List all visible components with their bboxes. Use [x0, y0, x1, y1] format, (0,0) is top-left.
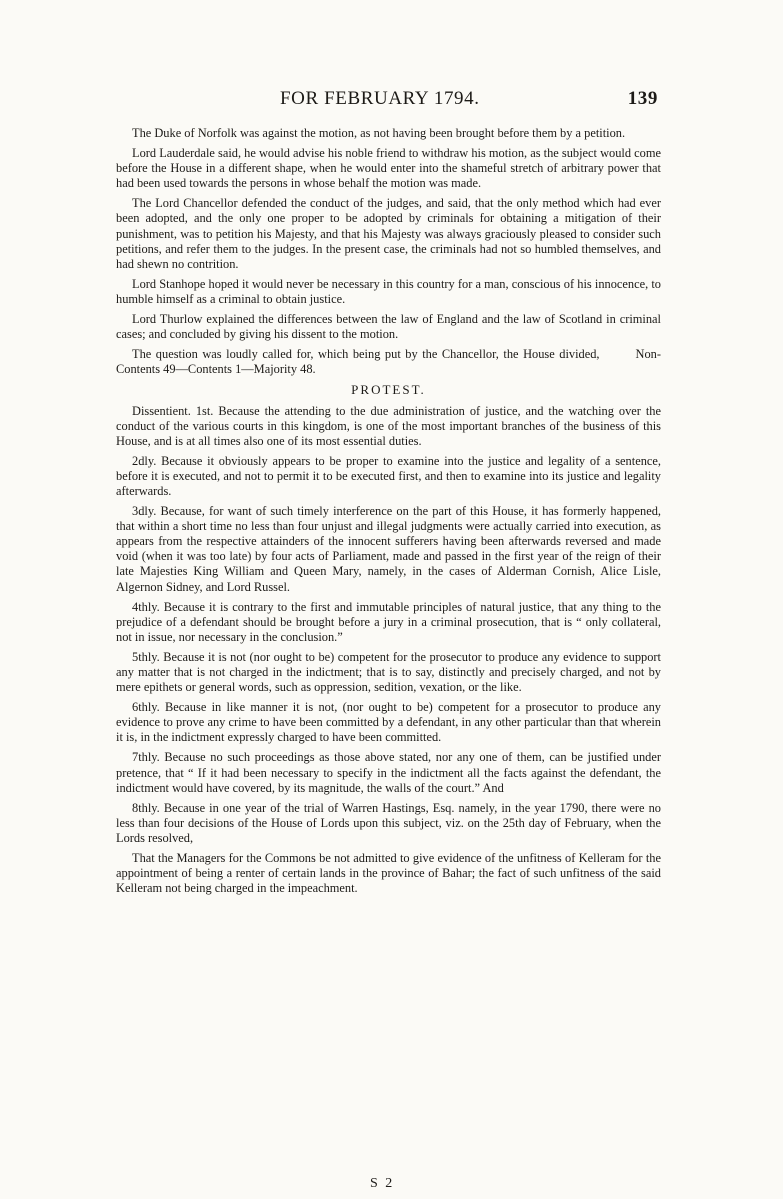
dissent-fourth: 4thly. Because it is contrary to the first and immutable principles of natural justice, that any thing to the prejudice of a defendant should be brought before a jury in a criminal prosecution, that is “ only collateral, not in issue, nor necessary in the conclusion.” — [116, 599, 661, 644]
dissent-third: 3dly. Because, for want of such timely interference on the part of this House, it has formerly happened, that within a short time no less than four unjust and illegal judgments were actually carried into execution, as appears from the respective attainders of the innocent sufferers having been afterwards reversed and made void (when it was too late) by four acts of Parliament, made and passed in the first year of the reign of their late Majesties King William and Queen Mary, namely, in the cases of Alderman Cornish, Alice Lisle, Algernon Sidney, and Lord Russel. — [116, 504, 661, 594]
protest-heading: PROTEST. — [351, 382, 426, 398]
dissent-second: 2dly. Because it obviously appears to be proper to examine into the justice and legality of a sentence, before it is executed, and not to permit it to be executed first, and then to examine into its justice and legality afterwards. — [116, 453, 661, 498]
text-body — [116, 126, 661, 901]
division-lead: The question was loudly called for, which being put by the Chancellor, the House divided, — [132, 347, 600, 362]
resolution-kelleram: That the Managers for the Commons be not admitted to give evidence of the unfitness of Kelleram for the appointment of being a renter of certain lands in the province of Bahar; the fact of such unfitness of the said Kelleram not being charged in the impeachment. — [116, 851, 661, 896]
signature-mark: S 2 — [370, 1176, 395, 1191]
paragraph-stanhope: Lord Stanhope hoped it would never be necessary in this country for a man, conscious of his innocence, to humble himself as a criminal to obtain justice. — [116, 276, 661, 306]
paragraph-norfolk: The Duke of Norfolk was against the motion, as not having been brought before them by a petition. — [132, 126, 626, 140]
dissent-fifth: 5thly. Because it is not (nor ought to be) competent for the prosecutor to produce any evidence to support any matter that is not charged in the indictment; that is to say, distinctly and precisely charged, and not by mere epithets or general words, such as oppression, sedition, vexation, or the like. — [116, 649, 661, 695]
dissent-sixth: 6thly. Because in like manner it is not, (nor ought to be) competent for a prosecutor to produce any evidence to prove any crime to have been committed by a defendant, in any other particular than that wherein it is, in the indictment expressly charged to have been committed. — [116, 700, 661, 745]
paragraph-thurlow: Lord Thurlow explained the differences between the law of England and the law of Scotland in criminal cases; and concluded by giving his dissent to the motion. — [116, 312, 661, 342]
running-header — [118, 88, 658, 118]
dissent-eighth: 8thly. Because in one year of the trial of Warren Hastings, Esq. namely, in the year 1790, there were no less than four decisions of the House of Lords upon this subject, viz. on the 25th day of February, when the Lords resolved, — [116, 800, 661, 845]
page-number: 139 — [627, 88, 658, 109]
paragraph-chancellor: The Lord Chancellor defended the conduct of the judges, and said, that the only method which had ever been adopted, and the only one proper to be adopted by criminals for obtaining a mitigation of their punishment, was to petition his Majesty, and that his Majesty was always graciously pleased to consider such petitions, and refer them to the judges. In the present case, the criminals had not so humbled themselves, and had shewn no contrition. — [116, 196, 661, 271]
running-title: FOR FEBRUARY 1794. — [280, 88, 480, 109]
dissent-first: Dissentient. 1st. Because the attending to the due administration of justice, and the watching over the conduct of the various courts in this kingdom, is one of the most important branches of the business of this House, and is at all times also one of its most essential duties. — [116, 403, 661, 448]
dissent-seventh: 7thly. Because no such proceedings as those above stated, nor any one of them, can be justified under pretence, that “ If it had been necessary to specify in the indictment all the facts against the defendant, the indictment would have covered, by its magnitude, the walls of the court.” And — [116, 750, 661, 795]
paragraph-division — [116, 347, 661, 377]
division-tally: Non-Contents 49—Contents 1—Majority 48. — [116, 347, 661, 377]
paragraph-lauderdale: Lord Lauderdale said, he would advise his noble friend to withdraw his motion, as the subject would come before the House in a different shape, when he would enter into the shameful stretch of arbitrary power that had been used towards the persons in whose behalf the motion was made. — [116, 146, 661, 191]
